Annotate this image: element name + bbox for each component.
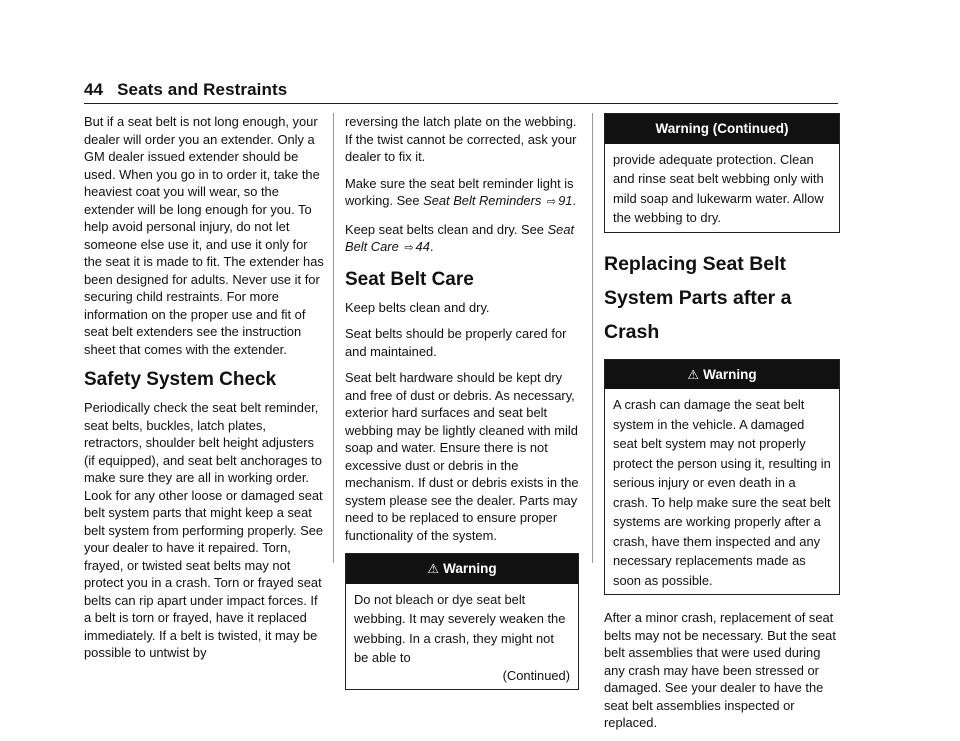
heading-safety-system-check: Safety System Check — [84, 369, 277, 390]
section-title: Seats and Restraints — [117, 80, 288, 99]
warning-box-crash — [604, 359, 840, 596]
warning-title: Warning — [443, 561, 497, 576]
heading-replacing-parts: Replacing Seat Belt System Parts after a Crash — [604, 252, 792, 343]
link-seat-belt-care[interactable]: Seat Belt Care — [345, 221, 575, 254]
text: . — [572, 193, 577, 208]
warning-triangle-icon: ⚠ — [687, 366, 700, 382]
page-reference-arrow-icon: ⇨ — [546, 196, 557, 208]
link-seat-belt-reminders[interactable]: Seat Belt Reminders — [423, 193, 542, 208]
text: Keep seat belts clean and dry. See — [345, 221, 548, 237]
column-left — [84, 113, 324, 671]
paragraph-reminder — [345, 175, 579, 212]
paragraph-minor-crash: After a minor crash, replacement of seat belts may not be necessary. But the seat belt assemblies that were used during any crash may have been stressed or damaged. See your dealer to have the seat belt assemblies inspected or replaced. — [604, 610, 836, 730]
paragraph-extender: But if a seat belt is not long enough, your dealer will order you an extender. Only a GM dealer issued extender should be used. When you go in to order it, take the heaviest coat you will wear, so the extender will be long enough for you. To help avoid personal injury, do not let someone else use it, and use it only for the seat it is made to fit. The extender has been designed for adults. Never use it for securing child restraints. For more information on the proper use and fit of seat belt extenders see the instruction sheet that comes with the extender. — [84, 114, 324, 357]
warning-title: Warning — [703, 366, 757, 382]
continued-label: (Continued) — [502, 667, 570, 683]
warning-box-continued — [604, 113, 840, 233]
warning-header — [605, 360, 839, 390]
warning-header — [346, 554, 578, 584]
paragraph-twist: reversing the latch plate on the webbing. If the twist cannot be corrected, ask your dealer to fix it. — [345, 114, 577, 164]
paragraph-clean-dry — [345, 221, 579, 258]
link-page-44[interactable]: 44 — [415, 239, 430, 254]
warning-body — [346, 584, 578, 690]
page-header — [84, 80, 838, 104]
column-divider — [592, 113, 593, 563]
page-reference-arrow-icon: ⇨ — [404, 242, 414, 254]
warning-header: Warning (Continued) — [605, 114, 839, 144]
paragraph-hardware: Seat belt hardware should be kept dry and free of dust or debris. As necessary, exterior hard surfaces and seat belt webbing may be lightly cleaned with mild soap and water. Ensure there is not excessive dust or debris in the mechanism. If dust or debris exists in the system please see the dealer. Parts may need to be replaced to ensure proper functionality of the system. — [345, 370, 579, 543]
text: Make sure the seat belt reminder light is working. See — [345, 175, 574, 208]
warning-body: A crash can damage the seat belt system in the vehicle. A damaged seat belt system may not properly protect the person using it, resulting in serious injury or even death in a crash. To help make sure the seat belt systems are working properly after a crash, have them inspected and any necessary replacements made as soon as possible. — [613, 397, 831, 588]
paragraph-safety-check: Periodically check the seat belt reminder, seat belts, buckles, latch plates, retractors, shoulder belt height adjusters (if equipped), and seat belt anchorages to make sure they are all in working order. Look for any other loose or damaged seat belt system parts that might keep a seat belt system from performing properly. See your dealer to have it repaired. Torn, frayed, or twisted seat belts may not protect you in a crash. Torn or frayed seat belts can rip apart under impact forces. If a belt is torn or frayed, have it replaced immediately. If a belt is twisted, it may be possible to untwist by — [84, 400, 324, 660]
column-right — [604, 113, 840, 741]
warning-body: provide adequate protection. Clean and rinse seat belt webbing only with mild soap and lukewarm water. Allow the webbing to dry. — [613, 151, 824, 225]
warning-triangle-icon: ⚠ — [427, 561, 440, 576]
text: . — [429, 239, 434, 254]
paragraph-maintained: Seat belts should be properly cared for and maintained. — [345, 326, 567, 359]
column-divider — [333, 113, 334, 563]
warning-box-bleach — [345, 553, 579, 690]
page-number: 44 — [84, 80, 104, 99]
heading-seat-belt-care: Seat Belt Care — [345, 268, 474, 290]
column-middle — [345, 113, 579, 704]
link-page-91[interactable]: 91 — [558, 193, 573, 208]
warning-text: Do not bleach or dye seat belt webbing. It may severely weaken the webbing. In a crash, they might not be able to — [354, 591, 566, 665]
paragraph-keep-clean: Keep belts clean and dry. — [345, 299, 490, 315]
